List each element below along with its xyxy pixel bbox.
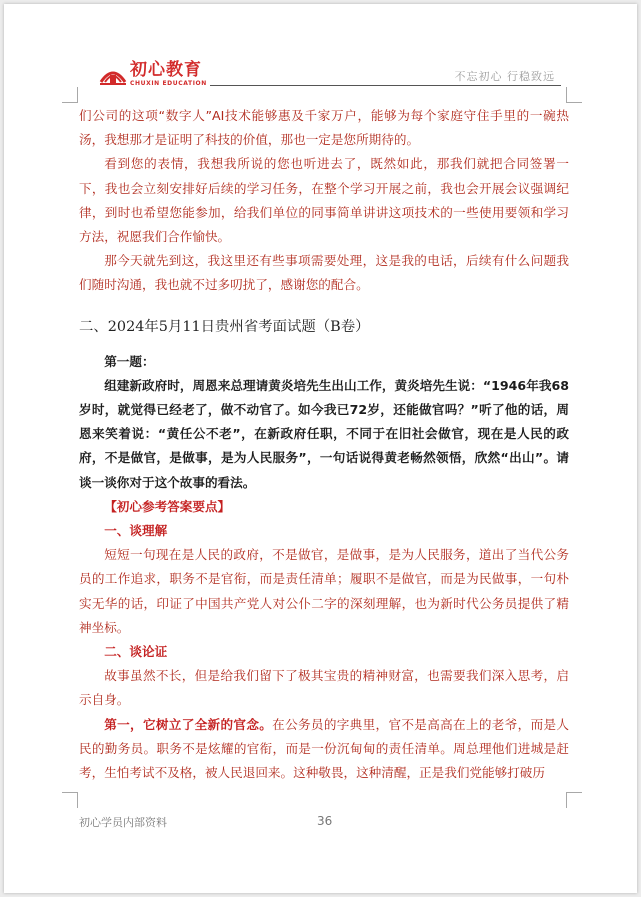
logo-text: 初心教育 bbox=[130, 60, 202, 80]
paragraph: 看到您的表情，我想我所说的您也听进去了，既然如此，那我们就把合同签署一下，我也会立刻安排好后续的学习任务，在整个学习开展之前，我也会开展会议强调纪律，到时也希望您能参加，给我们单位的同事简单讲讲这项技术的一些使用要领和学习方法，祝愿我们合作愉快。 bbox=[79, 156, 569, 245]
document-body bbox=[79, 104, 569, 785]
corner-mark-top-left bbox=[62, 87, 78, 103]
header-divider bbox=[210, 85, 561, 86]
paragraph: 故事虽然不长，但是给我们留下了极其宝贵的精神财富，也需要我们深入思考，启示自身。 bbox=[79, 668, 569, 708]
point-lead: 第一，它树立了全新的官念。 bbox=[104, 716, 273, 732]
logo bbox=[99, 60, 207, 90]
paragraph: 那今天就先到这，我这里还有些事项需要处理，这是我的电话，后续有什么问题我们随时沟通，我也就不过多叨扰了，感谢您的配合。 bbox=[79, 253, 569, 293]
corner-mark-bottom-right bbox=[566, 792, 582, 808]
header-slogan: 不忘初心 行稳致远 bbox=[454, 70, 555, 83]
document-page bbox=[4, 4, 637, 893]
paragraph-continued: 们公司的这项“数字人”AI技术能够惠及千家万户，能够为每个家庭守住手里的一碗热汤，我想那才是证明了科技的价值，那也一定是您所期待的。 bbox=[79, 108, 569, 148]
corner-mark-bottom-left bbox=[62, 792, 78, 808]
paragraph bbox=[79, 713, 569, 786]
point-text: 在公务员的字典里，官不是高高在上的老爷，而是人民的勤务员。职务不是炫耀的官衔，而是一份沉甸甸的责任清单。周总理他们进城是赶考，生怕考试不及格，被人民退回来。这种敬畏，这种清醒，正是我们党能够打破历 bbox=[79, 716, 570, 781]
footer-label: 初心学员内部资料 bbox=[79, 816, 167, 829]
corner-mark-top-right bbox=[566, 87, 582, 103]
question-text: 组建新政府时，周恩来总理请黄炎培先生出山工作，黄炎培先生说：“1946年我68岁时，就觉得已经老了，做不动官了。如今我已72岁，还能做官吗？”听了他的话，周恩来笑着说：“黄任公不老”，在新政府任职，不同于在旧社会做官，现在是人民的政府，不是做官，是做事，是为人民服务”，一句话说得黄老畅然领悟，欣然“出山”。请谈一谈你对于这个故事的看法。 bbox=[79, 377, 569, 490]
section-title: 二、2024年5月11日贵州省考面试题（B卷） bbox=[79, 318, 370, 335]
answer-subheading: 二、谈论证 bbox=[104, 644, 168, 660]
paragraph: 短短一句现在是人民的政府，不是做官，是做事，是为人民服务，道出了当代公务员的工作追求，职务不是官衔，而是责任清单；履职不是做官，而是为民做事，一句朴实无华的话，印证了中国共产党人对公仆二字的深刻理解，也为新时代公务员提供了精神坐标。 bbox=[79, 547, 569, 635]
answer-heading: 【初心参考答案要点】 bbox=[104, 498, 231, 514]
answer-subheading: 一、谈理解 bbox=[104, 523, 168, 539]
logo-icon bbox=[99, 62, 127, 86]
logo-subtext: CHUXIN EDUCATION bbox=[130, 80, 207, 87]
page-number: 36 bbox=[317, 814, 333, 828]
question-label: 第一题： bbox=[104, 353, 155, 369]
